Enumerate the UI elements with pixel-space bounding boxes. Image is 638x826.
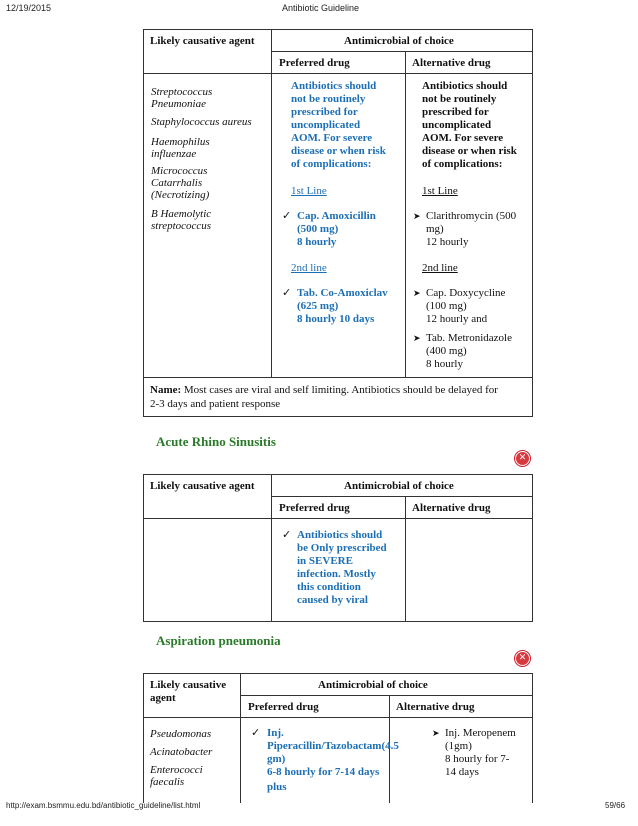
note-line-2: 2-3 days and patient response — [150, 398, 281, 410]
column-header-preferred: Preferred drug — [248, 701, 319, 713]
arrowhead-bullet-icon: ➤ — [432, 728, 440, 738]
note-label: Name: — [150, 384, 182, 396]
preferred-second-line: 2nd line — [291, 262, 327, 274]
print-title: Antibiotic Guideline — [282, 3, 360, 13]
close-circle-icon[interactable]: ✕ — [515, 651, 530, 666]
preferred-first-line: 1st Line — [291, 185, 327, 197]
column-header-choice: Antimicrobial of choice — [344, 480, 454, 492]
agent-name: Staphylococcus aureus — [151, 116, 252, 128]
column-header-alternative: Alternative drug — [396, 701, 475, 713]
alternative-first-line: 1st Line — [422, 185, 458, 197]
agent-name: Catarrhalis — [151, 177, 203, 189]
checkmark-icon: ✓ — [251, 727, 261, 739]
agent-name: (Necrotizing) — [151, 189, 210, 201]
close-circle-icon[interactable]: ✕ — [515, 451, 530, 466]
column-header-agent: agent — [150, 692, 176, 704]
alternative-second-line: 2nd line — [422, 262, 458, 274]
section-title-aspiration-pneumonia: Aspiration pneumonia — [156, 633, 281, 648]
agent-name: Acinatobacter — [150, 746, 213, 758]
column-header-choice: Antimicrobial of choice — [344, 35, 454, 47]
agent-name: faecalis — [150, 776, 185, 788]
section-title-rhino-sinusitis: Acute Rhino Sinusitis — [156, 434, 276, 449]
print-date: 12/19/2015 — [6, 3, 52, 13]
agent-name: Streptococcus — [151, 86, 213, 98]
checkmark-icon: ✓ — [282, 529, 292, 541]
column-header-choice: Antimicrobial of choice — [318, 679, 428, 691]
column-header-preferred: Preferred drug — [279, 502, 350, 514]
page-url: http://exam.bsmmu.edu.bd/antibiotic_guideline/list.html — [6, 801, 201, 810]
agent-name: B Haemolytic — [151, 208, 212, 220]
note-line-1: Name: Most cases are viral and self limiting. Antibiotics should be delayed for — [150, 384, 498, 396]
agent-name: streptococcus — [151, 220, 212, 232]
column-header-preferred: Preferred drug — [279, 57, 350, 69]
column-header-agent: Likely causative agent — [150, 480, 255, 492]
checkmark-icon: ✓ — [282, 210, 292, 222]
agent-name: Micrococcus — [151, 165, 208, 177]
column-header-agent: Likely causative agent — [150, 35, 255, 47]
agent-name: Pseudomonas — [150, 728, 212, 740]
agent-name: Pneumoniae — [151, 98, 206, 110]
page-number: 59/66 — [605, 801, 626, 810]
checkmark-icon: ✓ — [282, 287, 292, 299]
agent-name: Enterococci — [150, 764, 203, 776]
column-header-agent: Likely causative — [150, 679, 227, 691]
arrowhead-bullet-icon: ➤ — [413, 333, 421, 343]
column-header-alternative: Alternative drug — [412, 57, 491, 69]
agent-name: Haemophilus — [151, 136, 210, 148]
arrowhead-bullet-icon: ➤ — [413, 288, 421, 298]
column-header-alternative: Alternative drug — [412, 502, 491, 514]
agent-name: influenzae — [151, 148, 197, 160]
arrowhead-bullet-icon: ➤ — [413, 211, 421, 221]
